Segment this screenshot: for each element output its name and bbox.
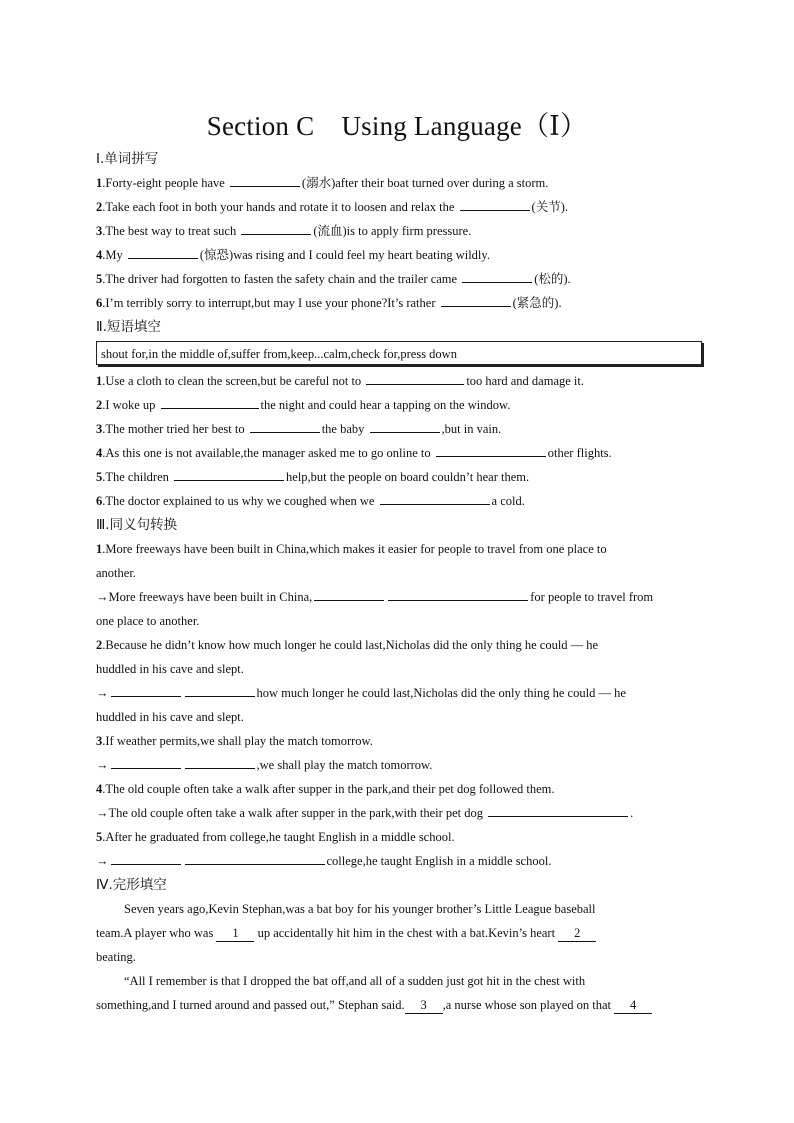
- rewrite-text: →: [96, 758, 109, 772]
- rewrite-text: college,he taught English in a middle school.: [326, 854, 552, 868]
- s1-question-2: [96, 195, 702, 219]
- cloze-blank-3[interactable]: 3: [405, 997, 443, 1014]
- question-number: 3: [96, 224, 103, 238]
- answer-blank[interactable]: [460, 196, 530, 211]
- answer-blank[interactable]: [111, 682, 181, 697]
- rewrite-text: →: [96, 854, 109, 868]
- question-number: 5: [96, 272, 103, 286]
- question-number: 6: [96, 494, 103, 508]
- s3-q1-continued: another.: [96, 566, 136, 580]
- question-number: 1: [96, 542, 103, 556]
- s3-q2-rewrite: [96, 681, 702, 705]
- s2-question-5: [96, 465, 702, 489]
- question-text: .I woke up: [102, 398, 159, 412]
- question-text: other flights.: [547, 446, 612, 460]
- cloze-text: ,a nurse whose son played on that: [442, 998, 615, 1012]
- answer-blank[interactable]: [111, 850, 181, 865]
- cloze-paragraph-1-line-3: beating.: [96, 950, 136, 964]
- section-2-heading: Ⅱ.短语填空: [96, 319, 161, 335]
- question-number: 2: [96, 638, 103, 652]
- s3-q3-rewrite: [96, 753, 702, 777]
- question-text: (松的).: [534, 272, 571, 286]
- question-text: too hard and damage it.: [466, 374, 584, 388]
- page-title: Section C Using Language（Ⅰ）: [206, 111, 588, 141]
- question-number: 4: [96, 782, 103, 796]
- s3-question-3: [96, 729, 702, 753]
- s3-q1-rewrite-continued: one place to another.: [96, 614, 200, 628]
- question-text: ,but in vain.: [441, 422, 502, 436]
- rewrite-text: .: [630, 806, 634, 820]
- question-text: .If weather permits,we shall play the match tomorrow.: [102, 734, 373, 748]
- s1-question-1: [96, 171, 702, 195]
- question-text: .The best way to treat such: [102, 224, 240, 238]
- question-text: .As this one is not available,the manager asked me to go online to: [102, 446, 434, 460]
- answer-blank[interactable]: [488, 802, 628, 817]
- question-text: .The doctor explained to us why we coughed when we: [102, 494, 378, 508]
- question-text: .My: [102, 248, 126, 262]
- s2-question-4: [96, 441, 702, 465]
- question-number: 6: [96, 296, 103, 310]
- answer-blank[interactable]: [185, 682, 255, 697]
- question-number: 2: [96, 200, 103, 214]
- question-text: (流血)is to apply firm pressure.: [313, 224, 472, 238]
- s1-question-3: [96, 219, 702, 243]
- question-text: .The mother tried her best to: [102, 422, 248, 436]
- question-number: 3: [96, 422, 103, 436]
- cloze-paragraph-1-line-1: Seven years ago,Kevin Stephan,was a bat boy for his younger brother’s Little League baseball: [124, 902, 596, 916]
- answer-blank[interactable]: [366, 370, 464, 385]
- section-1-heading: Ⅰ.单词拼写: [96, 151, 159, 167]
- worksheet-content: [96, 147, 702, 1017]
- cloze-text: up accidentally hit him in the chest with a bat.Kevin’s heart: [254, 926, 559, 940]
- question-text: the night and could hear a tapping on the window.: [260, 398, 511, 412]
- cloze-blank-1[interactable]: 1: [216, 925, 254, 942]
- answer-blank[interactable]: [241, 220, 311, 235]
- rewrite-text: how much longer he could last,Nicholas did the only thing he could — he: [256, 686, 626, 700]
- cloze-blank-2[interactable]: 2: [558, 925, 596, 942]
- question-text: a cold.: [491, 494, 525, 508]
- s1-question-5: [96, 267, 702, 291]
- s3-question-1: [96, 537, 702, 561]
- s3-q2-continued: huddled in his cave and slept.: [96, 662, 244, 676]
- section-4-heading: Ⅳ.完形填空: [96, 877, 167, 893]
- s2-question-1: [96, 369, 702, 393]
- question-text: .The old couple often take a walk after supper in the park,and their pet dog followed them.: [102, 782, 555, 796]
- question-number: 1: [96, 374, 103, 388]
- s3-q2-rewrite-continued: huddled in his cave and slept.: [96, 710, 244, 724]
- question-number: 4: [96, 248, 103, 262]
- answer-blank[interactable]: [111, 754, 181, 769]
- answer-blank[interactable]: [388, 586, 528, 601]
- s2-question-3: [96, 417, 702, 441]
- s3-question-5: [96, 825, 702, 849]
- question-number: 1: [96, 176, 103, 190]
- cloze-paragraph-1-line-2: [96, 921, 702, 945]
- question-text: .The driver had forgotten to fasten the safety chain and the trailer came: [102, 272, 461, 286]
- question-number: 5: [96, 470, 103, 484]
- answer-blank[interactable]: [380, 490, 490, 505]
- question-text: .More freeways have been built in China,which makes it easier for people to travel from one place to: [102, 542, 607, 556]
- rewrite-text: ,we shall play the match tomorrow.: [256, 758, 433, 772]
- s1-question-4: [96, 243, 702, 267]
- cloze-paragraph-2-line-2: [96, 993, 702, 1017]
- cloze-blank-4[interactable]: 4: [614, 997, 652, 1014]
- s3-question-2: [96, 633, 702, 657]
- s3-question-4: [96, 777, 702, 801]
- rewrite-text: →: [96, 686, 109, 700]
- question-text: .I’m terribly sorry to interrupt,but may I use your phone?It’s rather: [102, 296, 439, 310]
- rewrite-text: for people to travel from: [530, 590, 654, 604]
- answer-blank[interactable]: [250, 418, 320, 433]
- answer-blank[interactable]: [314, 586, 384, 601]
- cloze-paragraph-2-line-1: “All I remember is that I dropped the bat off,and all of a sudden just got hit in the chest with: [124, 974, 586, 988]
- question-number: 3: [96, 734, 103, 748]
- question-text: the baby: [321, 422, 368, 436]
- rewrite-text: →More freeways have been built in China,: [96, 590, 313, 604]
- question-text: (溺水)after their boat turned over during a storm.: [301, 176, 549, 190]
- question-text: (关节).: [531, 200, 568, 214]
- s2-question-6: [96, 489, 702, 513]
- answer-blank[interactable]: [230, 172, 300, 187]
- answer-blank[interactable]: [128, 244, 198, 259]
- s3-q1-rewrite: [96, 585, 702, 609]
- question-text: .Because he didn’t know how much longer he could last,Nicholas did the only thing he could — he: [102, 638, 599, 652]
- s1-question-6: [96, 291, 702, 315]
- s3-q4-rewrite: [96, 801, 702, 825]
- answer-blank[interactable]: [185, 850, 325, 865]
- section-3-heading: Ⅲ.同义句转换: [96, 517, 178, 533]
- question-text: (惊恐)was rising and I could feel my heart beating wildly.: [199, 248, 490, 262]
- s3-q5-rewrite: [96, 849, 702, 873]
- question-text: .Forty-eight people have: [102, 176, 228, 190]
- question-number: 5: [96, 830, 103, 844]
- answer-blank[interactable]: [161, 394, 259, 409]
- answer-blank[interactable]: [370, 418, 440, 433]
- answer-blank[interactable]: [185, 754, 255, 769]
- question-text: .Take each foot in both your hands and rotate it to loosen and relax the: [102, 200, 458, 214]
- question-text: (紧急的).: [512, 296, 562, 310]
- answer-blank[interactable]: [436, 442, 546, 457]
- s2-question-2: [96, 393, 702, 417]
- question-number: 4: [96, 446, 103, 460]
- cloze-text: team.A player who was: [96, 926, 217, 940]
- answer-blank[interactable]: [174, 466, 284, 481]
- question-text: .The children: [102, 470, 173, 484]
- question-text: .After he graduated from college,he taught English in a middle school.: [102, 830, 455, 844]
- question-number: 2: [96, 398, 103, 412]
- question-text: .Use a cloth to clean the screen,but be careful not to: [102, 374, 365, 388]
- phrase-box: shout for,in the middle of,suffer from,keep...calm,check for,press down: [96, 341, 702, 365]
- rewrite-text: →The old couple often take a walk after supper in the park,with their pet dog: [96, 806, 487, 820]
- answer-blank[interactable]: [441, 292, 511, 307]
- answer-blank[interactable]: [462, 268, 532, 283]
- cloze-text: something,and I turned around and passed out,” Stephan said.: [96, 998, 405, 1012]
- question-text: help,but the people on board couldn’t hear them.: [286, 470, 530, 484]
